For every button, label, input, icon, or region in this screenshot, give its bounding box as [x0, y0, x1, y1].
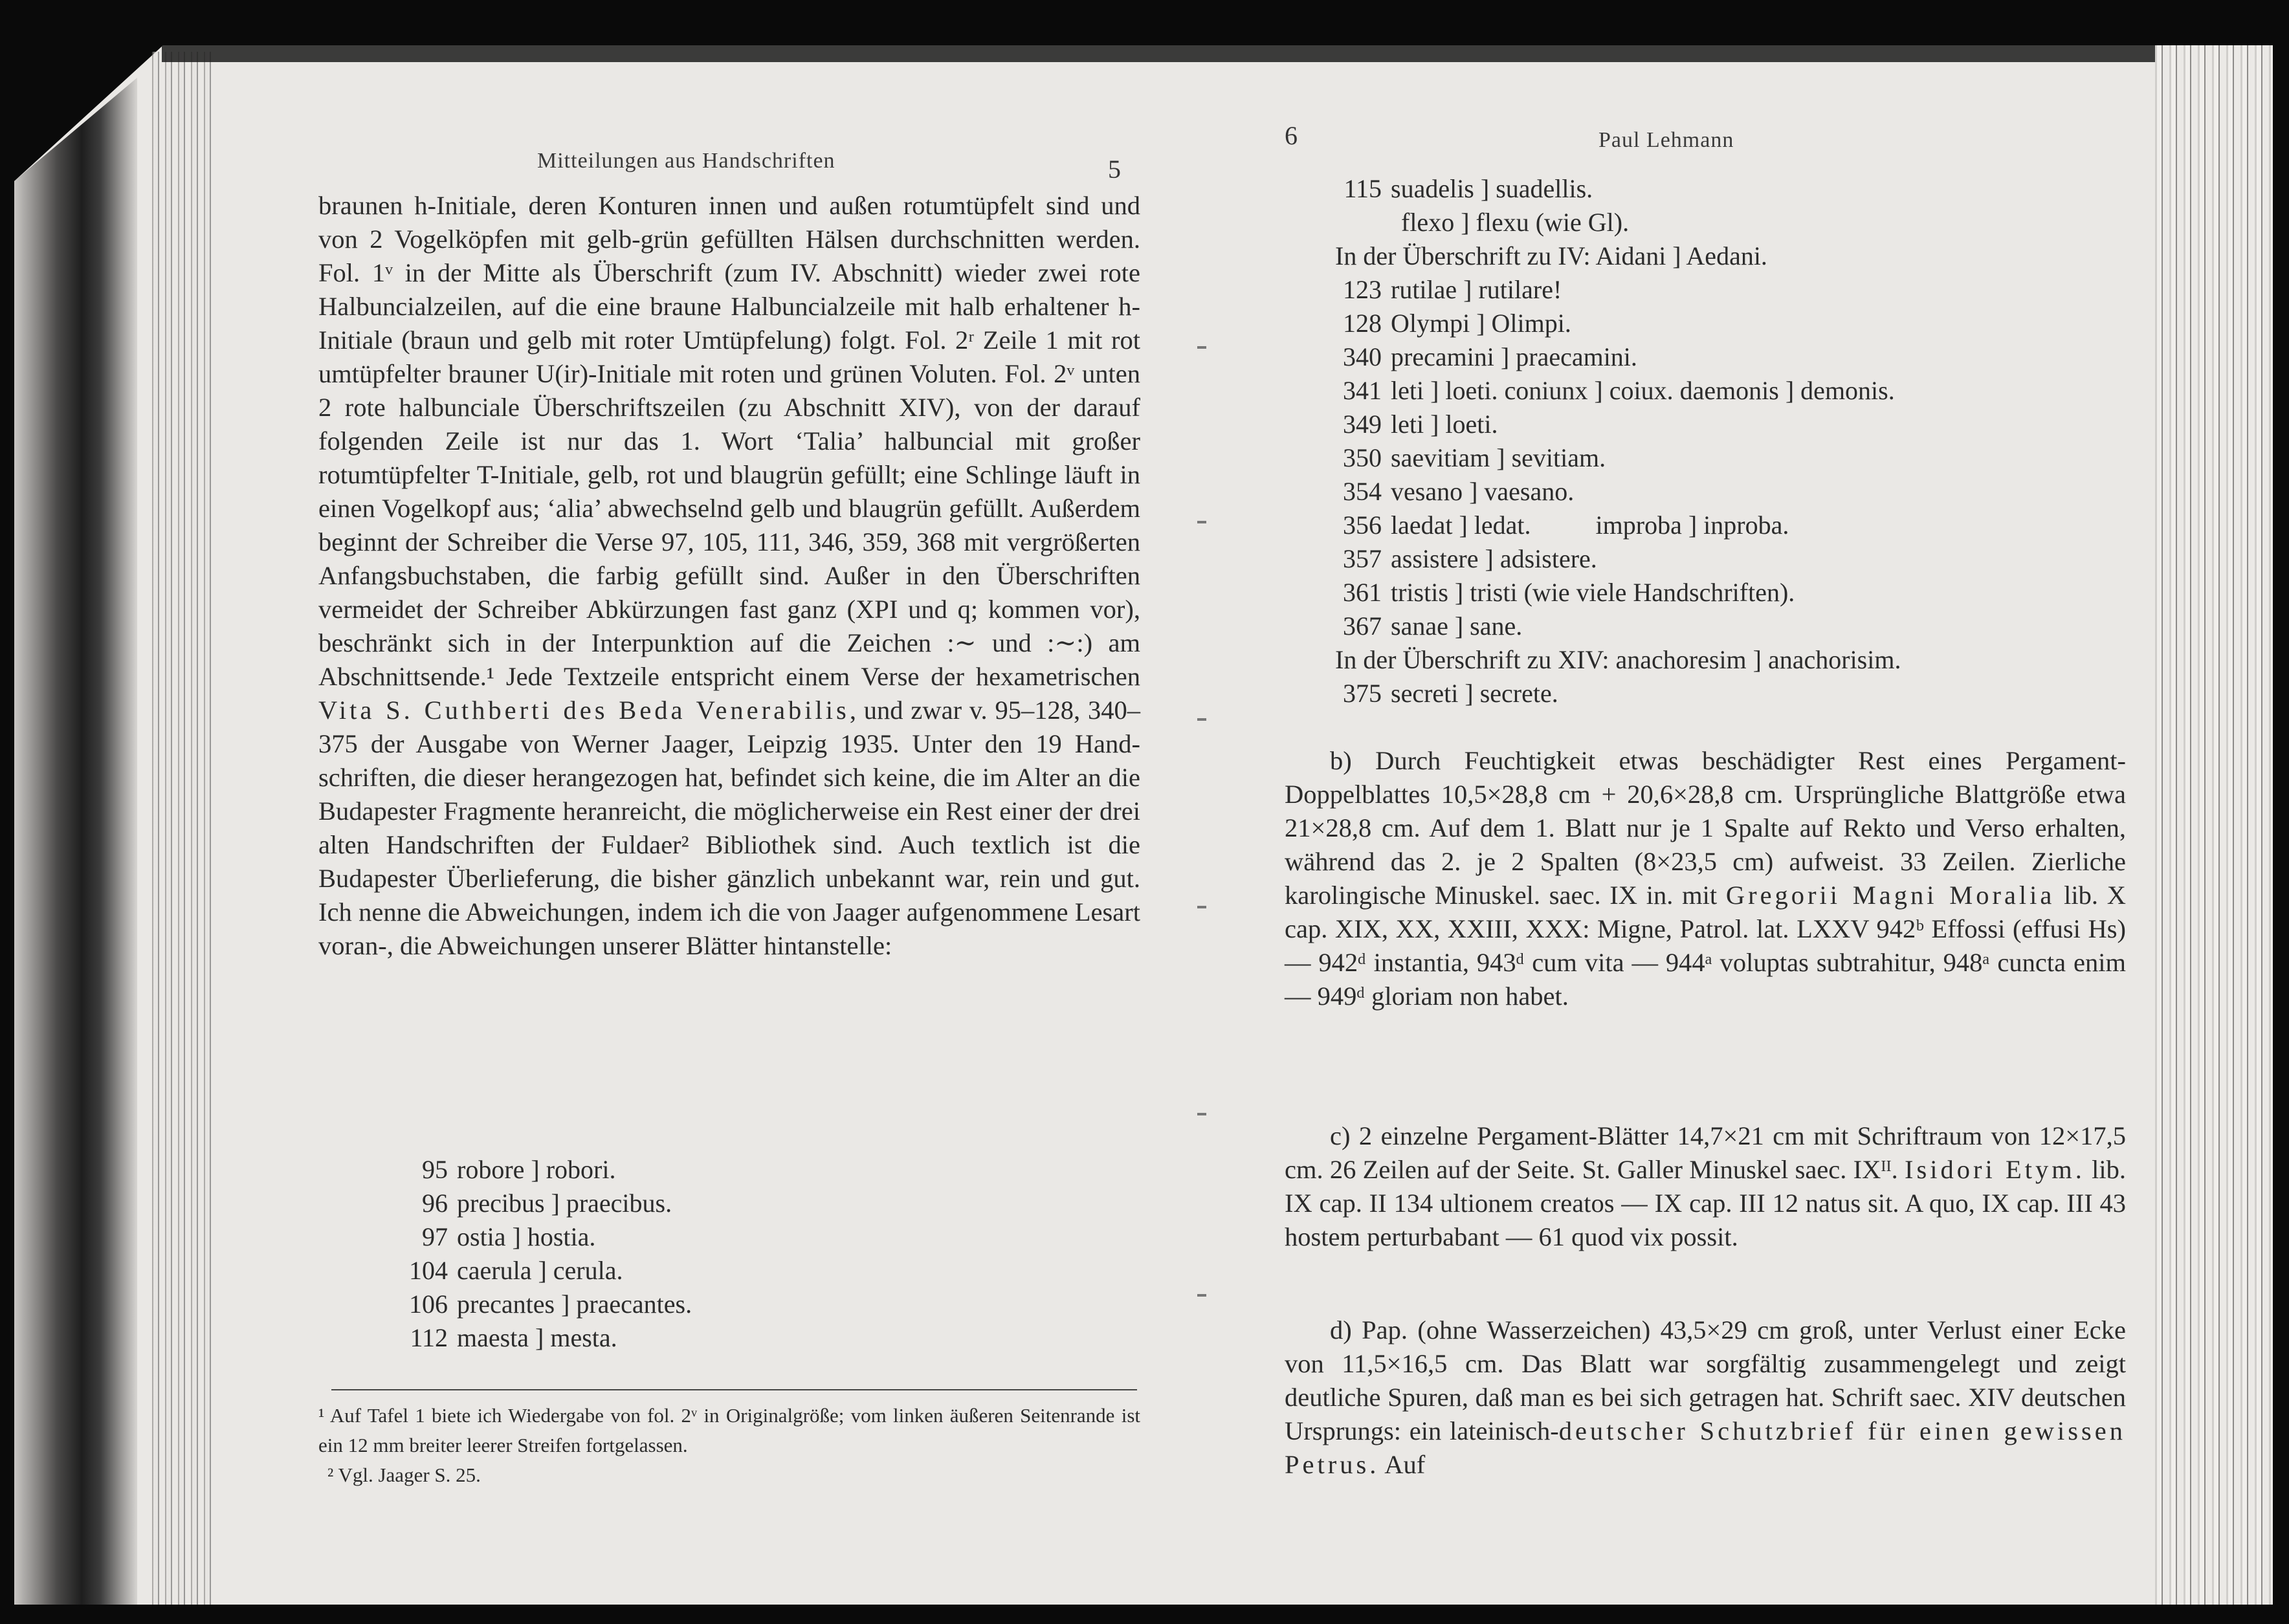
gutter-mark	[1197, 521, 1206, 523]
work-title-spaced: Vita S. Cuthberti des Beda Venerabilis	[318, 696, 850, 725]
paragraph-b: b) Durch Feuchtigkeit etwas beschädigter Rest eines Pergament-Doppelblattes 10,5×28,8 cm + 20,6×28,8 cm. Ursprüngliche Blattgröße etwa 21×28,8 cm. Auf dem 1. Blatt nur je 1 Spalte auf Rekto und Verso erhalten, während das 2. je 2 Spalten (8×23,5 cm) aufweist. 33 Zeilen. Zierliche karolingische Minuskel. saec. IX in. mit Gregorii Magni Moralia lib. X cap. XIX, XX, XXIII, XXX: Migne, Patrol. lat. LXXV 942ᵇ Effossi (effusi Hs) — 942ᵈ instantia, 943ᵈ cum vita — 944ᵃ voluptas subtrahitur, 948ᵃ cuncta enim — 949ᵈ gloriam non habet.	[1285, 746, 2126, 1011]
gutter-mark	[1197, 1113, 1206, 1115]
work-title-spaced: Isidori Etym.	[1904, 1155, 2085, 1184]
paragraph-c: c) 2 einzelne Pergament-Blätter 14,7×21 cm mit Schriftraum von 12×17,5 cm. 26 Zeilen auf der Seite. St. Galler Minuskel saec. IXᴵᴵ. Isidori Etym. lib. IX cap. II 134 ultionem creatos — IX cap. III 12 natus sit. A quo, IX cap. III 43 hostem perturbabant — 61 quod vix possit.	[1285, 1121, 2127, 1251]
variant-row: 112 maesta ] mesta.	[410, 1323, 617, 1352]
body-paragraph: braunen h-Initiale, deren Konturen innen und außen rotumtüpfelt sind und von 2 Vogelköpfen mit gelb-grün gefüllten Hälsen durchschnitten werden. Fol. 1ᵛ in der Mitte als Überschrift (zum IV. Abschnitt) wieder zwei rote Halbuncialzeilen, auf die eine braune Halbuncialzeile mit halb erhaltener h-Initiale (braun und gelb mit roter Umtüpfelung) folgt. Fol. 2ʳ Zeile 1 mit rot umtüpfelter brauner U(ir)-Initiale mit roten und grünen Voluten. Fol. 2ᵛ unten 2 rote halbunciale Überschriftszeilen (zu Abschnitt XIV), von der darauf folgenden Zeile ist nur das 1. Wort ‘Talia’ halbuncial mit großer rotumtüpfelter T-Initiale, gelb, rot und blaugrün gefüllt; eine Schlinge läuft in einen Vogelkopf aus; ‘alia’ abwechselnd gelb und blaugrün gefüllt. Außerdem beginnt der Schreiber die Verse 97, 105, 111, 346, 359, 368 mit vergrößerten Anfangsbuchstaben, die farbig gefüllt sind. Außer in den Überschriften vermeidet der Schreiber Abkürzungen fast ganz (XPI und q; kommen vor), beschränkt sich in der Interpunktion auf die Zeichen :∼ und :∼:) am Abschnittsende.¹ Jede Textzeile entspricht einem Verse der hexametrischen Vita S. Cuthberti des Beda Venerabilis, und zwar v. 95–128, 340–375 der Ausgabe von Werner Jaager, Leipzig 1935. Unter den 19 Handschriften, die dieser herangezogen hat, befindet sich keine, die im Alter an die Budapester Fragmente heranreicht, die möglicherweise ein Rest einer der drei alten Handschriften der Fuldaer² Bibliothek sind. Auch textlich ist die Budapester Überlieferung, die bisher gänzlich unbekannt war, rein und gut. Ich nenne die Abweichungen, indem ich die von Jaager aufgenommene Lesart voran-, die Abweichungen unserer Blätter hintanstelle:	[318, 191, 1140, 960]
variant-heading: In der Überschrift zu IV: Aidani ] Aedani.	[1335, 241, 1767, 270]
variant-row: 361 tristis ] tristi (wie viele Handschriften).	[1343, 578, 1795, 607]
variant-row: 356 laedat ] ledat. improba ] inproba.	[1343, 510, 1789, 540]
gutter-mark	[1197, 718, 1206, 721]
page-number-left: 5	[1108, 155, 1121, 184]
binding-shadow-left	[14, 78, 137, 1605]
variant-row: 367 sanae ] sane.	[1343, 611, 1523, 641]
work-title-spaced: deutscher Schutzbrief für einen gewissen Petrus.	[1285, 1416, 2126, 1479]
gutter-mark	[1197, 346, 1206, 349]
variant-row: 375 secreti ] secrete.	[1343, 679, 1558, 708]
left-body-text	[318, 189, 1140, 963]
variant-list-left	[396, 1153, 692, 1355]
variant-row: 357 assistere ] adsistere.	[1343, 544, 1597, 573]
right-page	[1285, 0, 2145, 1624]
running-head-right: Paul Lehmann	[1598, 128, 1734, 152]
running-head-left: Mitteilungen aus Handschriften	[537, 149, 835, 173]
variant-row: 340 precamini ] praecamini.	[1343, 342, 1637, 371]
variant-row: 95 robore ] robori.	[422, 1155, 616, 1184]
gutter-mark	[1197, 1294, 1206, 1297]
variant-row: 115 suadelis ] suadellis.	[1344, 174, 1593, 203]
gutter-mark	[1197, 906, 1206, 908]
footnote-1: ¹ Auf Tafel 1 biete ich Wiedergabe von fol. 2ᵛ in Originalgröße; vom linken äußeren Seitenrande ist ein 12 mm breiter leerer Streifen fortgelassen.	[318, 1404, 1140, 1456]
variant-list-right	[1336, 172, 1901, 710]
paragraph-d: d) Pap. (ohne Wasserzeichen) 43,5×29 cm groß, unter Verlust einer Ecke von 11,5×16,5 cm. Das Blatt war sorgfältig zusammengelegt und zeigt deutliche Spuren, daß man es bei sich getragen hat. Schrift saec. XIV deutschen Ursprungs: ein lateinisch-deutscher Schutzbrief für einen gewissen Petrus. Auf	[1285, 1315, 2126, 1479]
variant-row: 104 caerula ] cerula.	[409, 1256, 623, 1285]
variant-row: 349 leti ] loeti.	[1343, 410, 1498, 439]
variant-row: flexo ] flexu (wie Gl).	[1401, 208, 1630, 237]
footnotes	[318, 1401, 1140, 1490]
variant-row: 128 Olympi ] Olimpi.	[1343, 309, 1571, 338]
variant-row: 97 ostia ] hostia.	[422, 1222, 596, 1251]
page-number-right: 6	[1285, 121, 1298, 150]
work-title-spaced: Gregorii Magni Moralia	[1725, 881, 2055, 910]
variant-row: 350 saevitiam ] sevitiam.	[1343, 443, 1606, 472]
page-stack-edge-right	[2155, 45, 2273, 1605]
variant-row: 106 precantes ] praecantes.	[409, 1289, 692, 1319]
variant-row: 354 vesano ] vaesano.	[1343, 477, 1575, 506]
left-page	[304, 0, 1139, 1624]
variant-row: 96 precibus ] praecibus.	[422, 1189, 672, 1218]
variant-heading: In der Überschrift zu XIV: anachoresim ] anachorisim.	[1335, 645, 1901, 674]
footnote-2: ² Vgl. Jaager S. 25.	[327, 1464, 481, 1486]
variant-row: 341 leti ] loeti. coniunx ] coiux. daemonis ] demonis.	[1343, 376, 1895, 405]
footnote-rule	[331, 1389, 1137, 1390]
variant-row: 123 rutilae ] rutilare!	[1343, 275, 1562, 304]
gutter-lines-left	[152, 52, 217, 1605]
